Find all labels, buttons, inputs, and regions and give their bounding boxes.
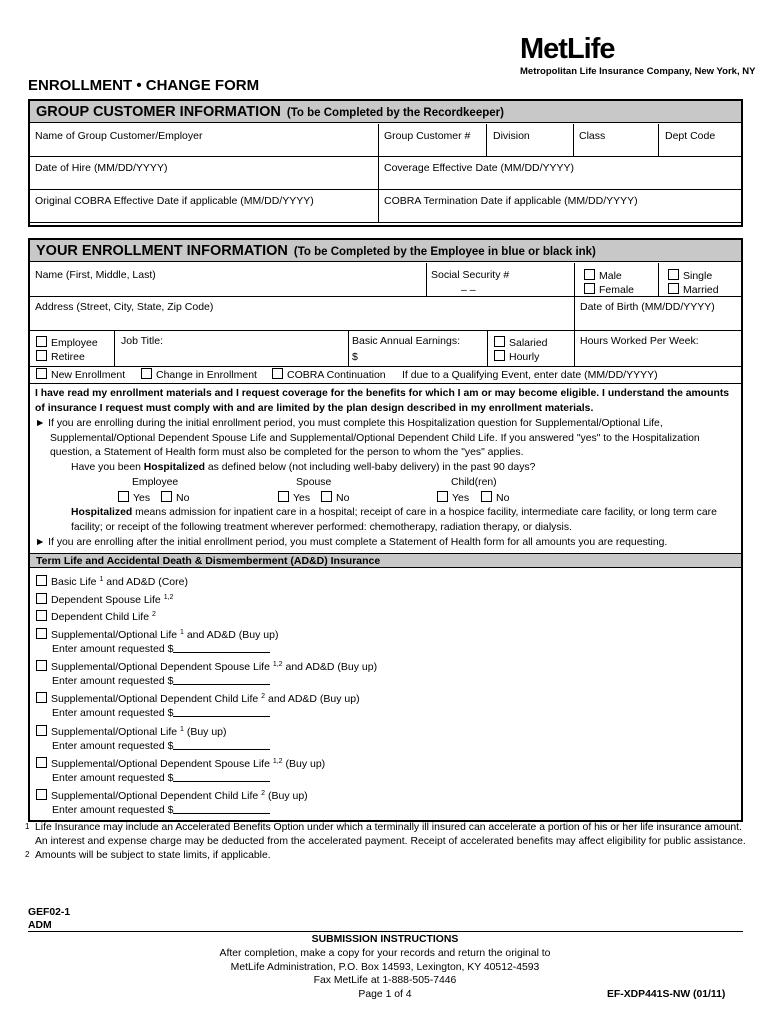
term-life-option[interactable] <box>36 690 360 706</box>
single-label: Single <box>683 270 713 282</box>
amount-requested-field[interactable] <box>52 642 270 656</box>
hospitalized-definition-1 <box>71 506 717 521</box>
single-checkbox[interactable] <box>668 269 679 280</box>
term-life-suffix: and AD&D (Buy up) <box>282 661 378 674</box>
female-checkbox[interactable] <box>584 283 595 294</box>
footnote-ref: 2 <box>261 693 266 701</box>
term-life-label: Dependent Spouse Life <box>51 593 161 606</box>
term-life-label: Supplemental/Optional Dependent Child Life <box>51 790 259 803</box>
footnote-ref: 2 <box>152 611 156 619</box>
submission-line-3: Fax MetLife at 1-888-505-7446 <box>313 975 457 986</box>
form-code-gef: GEF02-1 <box>28 907 71 918</box>
change-enrollment-option[interactable] <box>141 368 257 382</box>
term-life-option[interactable] <box>36 591 173 607</box>
statement-line-5: question, a Statement of Health form must also be completed for the person to whom the "yes" applies. <box>50 447 524 458</box>
term-life-checkbox[interactable] <box>36 628 47 639</box>
cobra-continuation-checkbox[interactable] <box>272 368 283 379</box>
term-life-suffix: and AD&D (Buy up) <box>265 693 360 706</box>
amount-requested-label: Enter amount requested $ <box>52 707 174 720</box>
salaried-label: Salaried <box>509 337 548 349</box>
hosp-employee-no[interactable] <box>161 491 189 505</box>
hosp-employee-no-checkbox[interactable] <box>161 491 172 502</box>
term-life-checkbox[interactable] <box>36 593 47 604</box>
amount-requested-field[interactable] <box>52 674 270 688</box>
term-life-label: Dependent Child Life <box>51 611 150 624</box>
group-customer-number-field[interactable]: Group Customer # <box>384 130 471 142</box>
hosp-employee-heading: Employee <box>132 477 179 488</box>
new-enrollment-label: New Enrollment <box>51 369 126 381</box>
hosp-children-heading: Child(ren) <box>451 477 497 488</box>
term-life-option[interactable] <box>36 608 156 624</box>
footer-divider <box>28 931 743 932</box>
term-life-checkbox[interactable] <box>36 692 47 703</box>
footnote-ref: 1,2 <box>163 593 174 601</box>
qualifying-event-date-field[interactable]: If due to a Qualifying Event, enter date (MM/DD/YYYY) <box>402 369 658 381</box>
employee-option[interactable] <box>36 336 98 350</box>
change-enrollment-label: Change in Enrollment <box>156 369 257 381</box>
salaried-option[interactable] <box>494 336 548 350</box>
hourly-checkbox[interactable] <box>494 350 505 361</box>
amount-requested-label: Enter amount requested $ <box>52 772 174 784</box>
group-customer-name-field[interactable]: Name of Group Customer/Employer <box>35 130 203 142</box>
earnings-dollar-sign: $ <box>352 351 358 363</box>
amount-input-line[interactable] <box>173 803 270 814</box>
amount-requested-field[interactable] <box>52 739 270 753</box>
basic-annual-earnings-field[interactable]: Basic Annual Earnings: <box>352 335 460 347</box>
married-checkbox[interactable] <box>668 283 679 294</box>
term-life-option[interactable] <box>36 787 308 803</box>
ssn-field[interactable]: Social Security # <box>431 269 510 281</box>
amount-input-line[interactable] <box>173 706 270 717</box>
yes-label: Yes <box>133 492 151 504</box>
page-number: Page 1 of 4 <box>358 989 412 1000</box>
hourly-label: Hourly <box>509 351 540 363</box>
retiree-option[interactable] <box>36 350 85 364</box>
hours-worked-field[interactable]: Hours Worked Per Week: <box>580 335 699 347</box>
hosp-children-no-checkbox[interactable] <box>481 491 492 502</box>
footnote-ref: 1 <box>180 628 184 636</box>
employee-name-field[interactable]: Name (First, Middle, Last) <box>35 269 156 281</box>
group-section-header <box>30 101 741 123</box>
amount-input-line[interactable] <box>173 739 270 750</box>
footnote-ref: 2 <box>261 790 266 798</box>
female-label: Female <box>599 284 635 296</box>
term-life-checkbox[interactable] <box>36 610 47 621</box>
amount-input-line[interactable] <box>173 642 270 653</box>
hosp-employee-yes-checkbox[interactable] <box>118 491 129 502</box>
hospitalized-q-part3: as defined below (not including well-baby delivery) in the past 90 days? <box>205 462 536 473</box>
male-option[interactable] <box>584 269 622 283</box>
term-life-checkbox[interactable] <box>36 575 47 586</box>
amount-requested-label: Enter amount requested $ <box>52 675 174 688</box>
no-label: No <box>176 492 190 504</box>
no-label: No <box>496 492 510 504</box>
amount-requested-label: Enter amount requested $ <box>52 804 174 817</box>
form-title: ENROLLMENT • CHANGE FORM <box>28 77 260 94</box>
form-code-adm: ADM <box>28 920 52 931</box>
ssn-dashes: – – <box>461 284 476 296</box>
amount-input-line[interactable] <box>173 771 270 782</box>
term-life-checkbox[interactable] <box>36 789 47 800</box>
married-label: Married <box>683 284 719 296</box>
term-life-header: Term Life and Accidental Death & Dismemberment (AD&D) Insurance <box>30 553 741 568</box>
cobra-continuation-label: COBRA Continuation <box>287 369 386 381</box>
footnote-ref: 1,2 <box>272 661 283 669</box>
division-field[interactable]: Division <box>493 130 530 142</box>
term-life-label: Supplemental/Optional Life <box>51 725 178 738</box>
hosp-spouse-heading: Spouse <box>296 477 332 488</box>
footnote-2-number: 2 <box>25 850 30 859</box>
enrollment-section-subtitle: (To be Completed by the Employee in blue or black ink) <box>293 246 596 258</box>
amount-requested-label: Enter amount requested $ <box>52 739 174 752</box>
yes-label: Yes <box>452 492 470 504</box>
hosp-spouse-yes[interactable] <box>278 491 310 505</box>
hosp-children-yes[interactable] <box>437 491 469 505</box>
company-name: Metropolitan Life Insurance Company, New York, NY <box>520 66 756 77</box>
term-life-suffix: (Buy up) <box>183 725 227 738</box>
dept-code-field[interactable]: Dept Code <box>665 130 716 142</box>
statement-line-3: ► If you are enrolling during the initial enrollment period, you must complete this Hospitalization question for Supplemental/Optional Life, <box>35 418 663 429</box>
hosp-spouse-yes-checkbox[interactable] <box>278 491 289 502</box>
hourly-option[interactable] <box>494 350 539 364</box>
hospitalized-q-bold: Hospitalized <box>143 462 205 473</box>
class-field[interactable]: Class <box>579 130 606 142</box>
hospitalized-def-bold: Hospitalized <box>71 507 133 518</box>
footnote-ref: 1 <box>180 725 184 733</box>
hosp-children-yes-checkbox[interactable] <box>437 491 448 502</box>
term-life-checkbox[interactable] <box>36 660 47 671</box>
retiree-label: Retiree <box>51 351 85 363</box>
submission-title: SUBMISSION INSTRUCTIONS <box>311 934 459 945</box>
statement-line-4: Supplemental/Optional Dependent Spouse Life and Supplemental/Optional Dependent Child Life. If you answered "yes" to the Hospitalization <box>50 433 700 444</box>
footnote-1-line-1: Life Insurance may include an Accelerated Benefits Option under which a terminally ill insured can accelerate a portion of his or her life insurance amount. <box>35 822 742 833</box>
employee-label: Employee <box>51 337 98 349</box>
term-life-option[interactable] <box>36 658 377 674</box>
footnote-1-line-2: An interest and expense charge may be deducted from the accelerated payment. Receipt of accelerated benefits may affect eligibility for public assistance. <box>35 836 746 847</box>
term-life-checkbox[interactable] <box>36 725 47 736</box>
term-life-option[interactable] <box>36 755 325 771</box>
employee-checkbox[interactable] <box>36 336 47 347</box>
statement-line-1: I have read my enrollment materials and I request coverage for the benefits for which I am or may become eligible. I understand the amounts <box>35 388 730 399</box>
cobra-termination-date-field[interactable]: COBRA Termination Date if applicable (MM/DD/YYYY) <box>384 195 638 207</box>
footnote-2-line: Amounts will be subject to state limits, if applicable. <box>35 850 271 861</box>
address-field[interactable]: Address (Street, City, State, Zip Code) <box>35 301 214 313</box>
hospitalized-question <box>71 461 535 476</box>
date-of-hire-field[interactable]: Date of Hire (MM/DD/YYYY) <box>35 162 168 174</box>
cobra-continuation-option[interactable] <box>272 368 386 382</box>
no-label: No <box>336 492 350 504</box>
hosp-spouse-no-checkbox[interactable] <box>321 491 332 502</box>
term-life-label: Supplemental/Optional Life <box>51 628 178 641</box>
term-life-suffix: (Buy up) <box>265 790 308 803</box>
amount-requested-label: Enter amount requested $ <box>52 642 174 655</box>
hosp-employee-yes[interactable] <box>118 491 150 505</box>
term-life-option[interactable] <box>36 626 278 642</box>
enrollment-section-title: YOUR ENROLLMENT INFORMATION <box>36 243 288 259</box>
footnote-ref: 1,2 <box>272 758 283 765</box>
amount-input-line[interactable] <box>173 674 270 685</box>
male-checkbox[interactable] <box>584 269 595 280</box>
married-option[interactable] <box>668 283 719 297</box>
change-enrollment-checkbox[interactable] <box>141 368 152 379</box>
term-life-suffix: (Buy up) <box>282 758 326 770</box>
group-section-subtitle: (To be Completed by the Recordkeeper) <box>286 107 504 119</box>
new-enrollment-checkbox[interactable] <box>36 368 47 379</box>
group-section-title: GROUP CUSTOMER INFORMATION <box>36 104 281 120</box>
term-life-label: Supplemental/Optional Dependent Spouse Life <box>51 661 270 674</box>
submission-line-2: MetLife Administration, P.O. Box 14593, Lexington, KY 40512-4593 <box>230 962 540 973</box>
term-life-label: Supplemental/Optional Dependent Spouse Life <box>51 758 270 770</box>
statement-line-2: of insurance I request must comply with and are limited by the plan design described in my enrollment materials. <box>35 403 594 414</box>
retiree-checkbox[interactable] <box>36 350 47 361</box>
group-customer-section <box>28 99 743 227</box>
term-life-option[interactable] <box>36 573 188 589</box>
amount-requested-field[interactable] <box>52 771 270 785</box>
metlife-logo: MetLife <box>520 33 615 65</box>
job-title-field[interactable]: Job Title: <box>121 335 164 347</box>
amount-requested-field[interactable] <box>52 706 270 720</box>
female-option[interactable] <box>584 283 634 297</box>
yes-label: Yes <box>293 492 311 504</box>
form-number: EF-XDP441S-NW (01/11) <box>607 989 726 1000</box>
amount-requested-field[interactable] <box>52 803 270 817</box>
salaried-checkbox[interactable] <box>494 336 505 347</box>
single-option[interactable] <box>668 269 712 283</box>
hospitalized-def-text: means admission for inpatient care in a hospital; receipt of care in a hospice facility, intermediate care facility, or long term care <box>132 507 717 518</box>
term-life-label: Supplemental/Optional Dependent Child Life <box>51 693 259 706</box>
enrollment-section-header <box>30 240 741 262</box>
hospitalized-q-part1: Have you been <box>71 462 144 473</box>
hosp-spouse-no[interactable] <box>321 491 349 505</box>
footnote-ref: 1 <box>99 576 104 583</box>
cobra-effective-date-field[interactable]: Original COBRA Effective Date if applicable (MM/DD/YYYY) <box>35 195 314 207</box>
term-life-option[interactable] <box>36 723 227 739</box>
date-of-birth-field[interactable]: Date of Birth (MM/DD/YYYY) <box>580 301 715 313</box>
coverage-effective-date-field[interactable]: Coverage Effective Date (MM/DD/YYYY) <box>384 162 575 174</box>
male-label: Male <box>599 270 622 282</box>
term-life-label: Basic Life <box>51 576 97 588</box>
submission-line-1: After completion, make a copy for your records and return the original to <box>219 948 551 959</box>
new-enrollment-option[interactable] <box>36 368 125 382</box>
statement-line-10: ► If you are enrolling after the initial enrollment period, you must complete a Statement of Health form for all amounts you are requesting. <box>35 537 668 548</box>
term-life-suffix: and AD&D (Core) <box>103 576 188 588</box>
term-life-suffix: and AD&D (Buy up) <box>183 628 279 641</box>
term-life-checkbox[interactable] <box>36 757 47 768</box>
hospitalized-definition-2: facility; or receipt of the following treatment wherever performed: chemotherapy, radiation therapy, or dialysis. <box>71 522 572 533</box>
enrollment-section <box>28 238 743 822</box>
footnote-1-number: 1 <box>25 822 30 831</box>
hosp-children-no[interactable] <box>481 491 509 505</box>
